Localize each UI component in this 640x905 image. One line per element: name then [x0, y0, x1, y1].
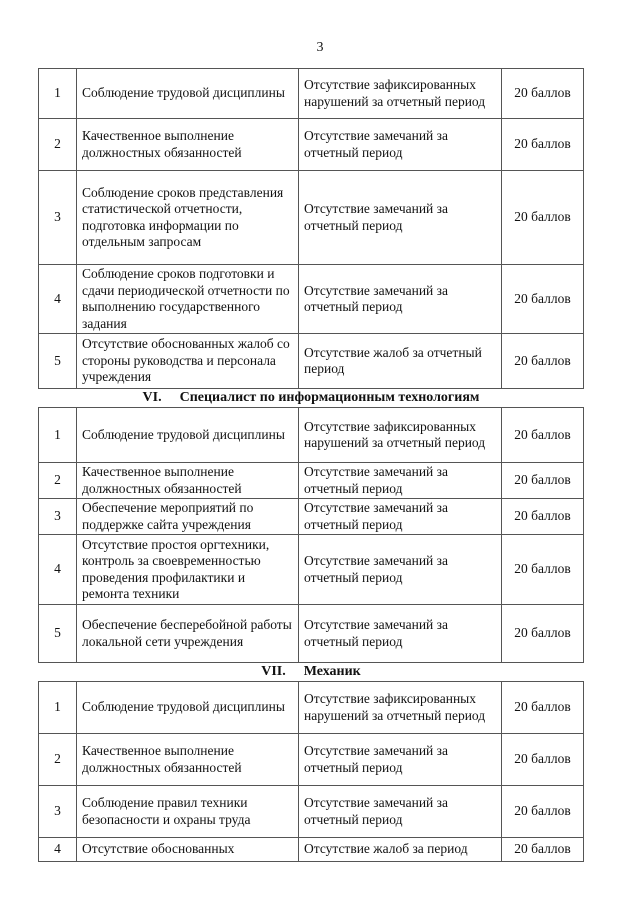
table-row: [39, 334, 584, 389]
row-number: 4: [39, 265, 77, 334]
score-cell: 20 баллов: [502, 119, 584, 171]
indicator-cell: Отсутствие замечаний за отчетный период: [299, 734, 502, 786]
indicator-cell: Отсутствие замечаний за отчетный период: [299, 265, 502, 334]
row-number: 3: [39, 171, 77, 265]
criterion-cell: Соблюдение сроков подготовки и сдачи периодической отчетности по выполнению государственного задания: [77, 265, 299, 334]
section-roman: VII.: [261, 663, 286, 679]
score-cell: 20 баллов: [502, 463, 584, 499]
score-cell: 20 баллов: [502, 838, 584, 862]
row-number: 5: [39, 605, 77, 663]
row-number: 1: [39, 408, 77, 463]
indicator-cell: Отсутствие замечаний за отчетный период: [299, 171, 502, 265]
score-cell: 20 баллов: [502, 334, 584, 389]
table-row: [39, 838, 584, 862]
row-number: 3: [39, 499, 77, 535]
row-number: 5: [39, 334, 77, 389]
criterion-cell: Качественное выполнение должностных обязанностей: [77, 119, 299, 171]
criteria-table: [38, 68, 584, 862]
indicator-cell: Отсутствие замечаний за отчетный период: [299, 786, 502, 838]
table-row: [39, 535, 584, 605]
table-row: [39, 786, 584, 838]
score-cell: 20 баллов: [502, 171, 584, 265]
row-number: 2: [39, 734, 77, 786]
section-title-cell: [39, 389, 584, 408]
section-title-cell: [39, 663, 584, 682]
section-header: [39, 389, 584, 408]
indicator-cell: Отсутствие жалоб за период: [299, 838, 502, 862]
section-header: [39, 663, 584, 682]
criterion-cell: Качественное выполнение должностных обязанностей: [77, 463, 299, 499]
indicator-cell: Отсутствие замечаний за отчетный период: [299, 605, 502, 663]
table-row: [39, 605, 584, 663]
table-row: [39, 69, 584, 119]
score-cell: 20 баллов: [502, 408, 584, 463]
indicator-cell: Отсутствие замечаний за отчетный период: [299, 499, 502, 535]
table-row: [39, 463, 584, 499]
score-cell: 20 баллов: [502, 786, 584, 838]
row-number: 2: [39, 119, 77, 171]
score-cell: 20 баллов: [502, 682, 584, 734]
score-cell: 20 баллов: [502, 734, 584, 786]
score-cell: 20 баллов: [502, 499, 584, 535]
score-cell: 20 баллов: [502, 265, 584, 334]
score-cell: 20 баллов: [502, 605, 584, 663]
row-number: 4: [39, 838, 77, 862]
indicator-cell: Отсутствие зафиксированных нарушений за отчетный период: [299, 408, 502, 463]
indicator-cell: Отсутствие жалоб за отчетный период: [299, 334, 502, 389]
criterion-cell: Соблюдение трудовой дисциплины: [77, 408, 299, 463]
row-number: 1: [39, 682, 77, 734]
table-row: [39, 171, 584, 265]
indicator-cell: Отсутствие замечаний за отчетный период: [299, 535, 502, 605]
criterion-cell: Обеспечение бесперебойной работы локальной сети учреждения: [77, 605, 299, 663]
criterion-cell: Соблюдение трудовой дисциплины: [77, 69, 299, 119]
indicator-cell: Отсутствие замечаний за отчетный период: [299, 463, 502, 499]
criterion-cell: Отсутствие обоснованных: [77, 838, 299, 862]
table-row: [39, 119, 584, 171]
table-row: [39, 265, 584, 334]
section-roman: VI.: [142, 389, 162, 405]
criterion-cell: Качественное выполнение должностных обязанностей: [77, 734, 299, 786]
criterion-cell: Соблюдение правил техники безопасности и охраны труда: [77, 786, 299, 838]
indicator-cell: Отсутствие зафиксированных нарушений за отчетный период: [299, 682, 502, 734]
row-number: 3: [39, 786, 77, 838]
criterion-cell: Соблюдение трудовой дисциплины: [77, 682, 299, 734]
section-title: Механик: [303, 663, 361, 679]
row-number: 1: [39, 69, 77, 119]
row-number: 4: [39, 535, 77, 605]
criterion-cell: Соблюдение сроков представления статистической отчетности, подготовка информации по отдельным запросам: [77, 171, 299, 265]
score-cell: 20 баллов: [502, 535, 584, 605]
section-title: Специалист по информационным технологиям: [179, 389, 480, 405]
criterion-cell: Отсутствие обоснованных жалоб со стороны руководства и персонала учреждения: [77, 334, 299, 389]
criterion-cell: Отсутствие простоя оргтехники, контроль за своевременностью проведения профилактики и ремонта техники: [77, 535, 299, 605]
row-number: 2: [39, 463, 77, 499]
indicator-cell: Отсутствие замечаний за отчетный период: [299, 119, 502, 171]
table-row: [39, 408, 584, 463]
table-row: [39, 499, 584, 535]
table-row: [39, 682, 584, 734]
indicator-cell: Отсутствие зафиксированных нарушений за отчетный период: [299, 69, 502, 119]
page-number: 3: [316, 40, 324, 55]
score-cell: 20 баллов: [502, 69, 584, 119]
criterion-cell: Обеспечение мероприятий по поддержке сайта учреждения: [77, 499, 299, 535]
table-row: [39, 734, 584, 786]
